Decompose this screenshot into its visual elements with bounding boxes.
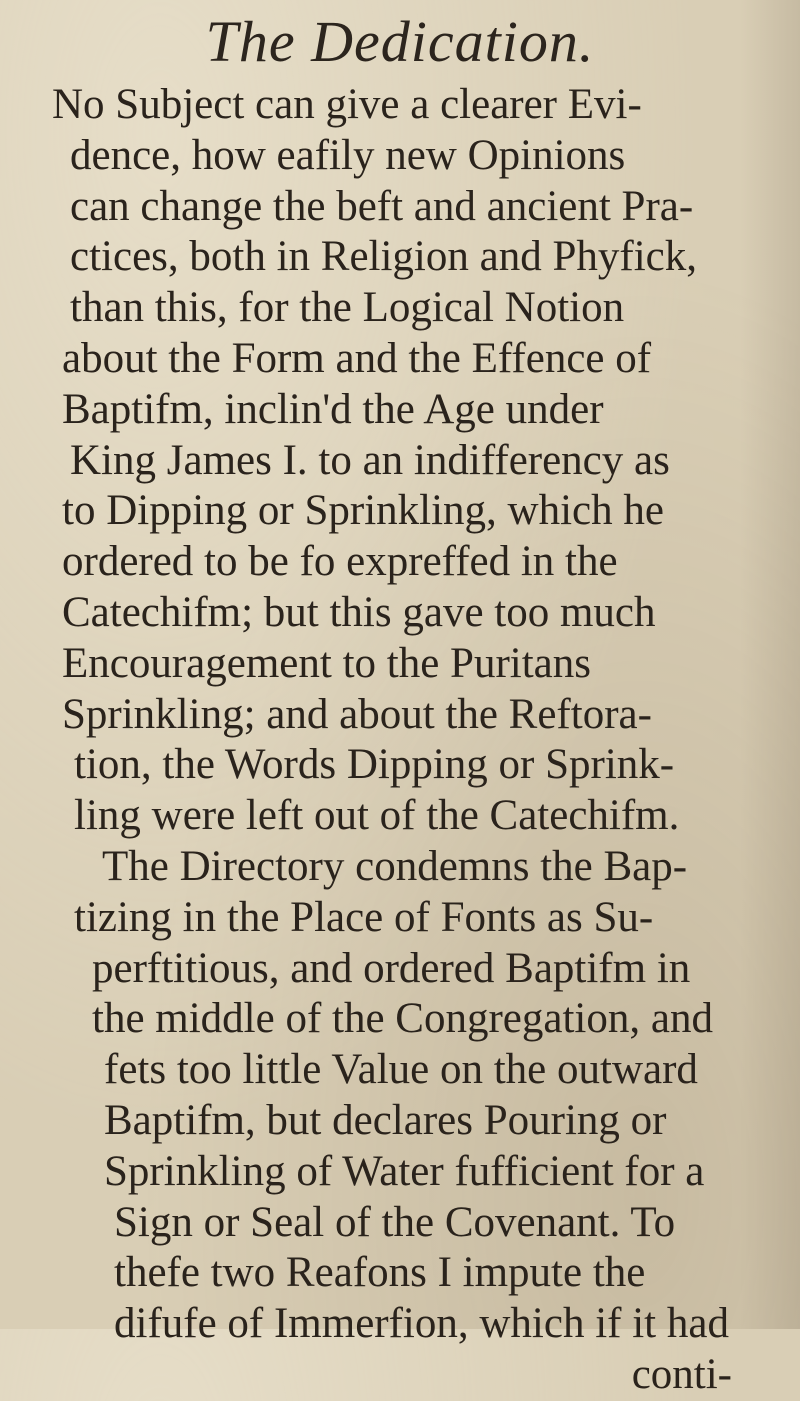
text-line: to Dipping or Sprinkling, which he (62, 487, 664, 535)
text-line: The Directory condemns the Bap- (102, 842, 688, 890)
text-line: Sign or Seal of the Covenant. To (114, 1198, 676, 1246)
text-line: King James I. to an indifferency as (70, 436, 670, 484)
text-line: than this, for the Logical Notion (70, 284, 625, 332)
text-line: the middle of the Congregation, and (92, 995, 713, 1043)
text-line: dence, how eafily new Opinions (70, 131, 626, 179)
page-edge-shadow (740, 0, 800, 1329)
text-line: Sprinkling of Water fufficient for a (104, 1147, 705, 1195)
text-line: ordered to be fo expreffed in the (62, 538, 618, 586)
text-line: Baptifm, inclin'd the Age under (62, 385, 604, 433)
text-line: Baptifm, but declares Pouring or (104, 1096, 667, 1144)
text-line: perftitious, and ordered Baptifm in (92, 944, 691, 992)
text-line: Encouragement to the Puritans (62, 639, 591, 687)
text-line: ctices, both in Religion and Phyfick, (70, 233, 697, 281)
text-line: difufe of Immerfion, which if it had (114, 1300, 729, 1348)
text-line: can change the beft and ancient Pra- (70, 182, 694, 230)
text-line: tion, the Words Dipping or Sprink- (74, 741, 675, 789)
text-line: tizing in the Place of Fonts as Su- (74, 893, 654, 941)
text-line: Catechifm; but this gave too much (62, 588, 656, 636)
text-line: ling were left out of the Catechifm. (74, 792, 680, 840)
text-line: about the Form and the Effence of (62, 334, 652, 382)
page-header: The Dedication. (205, 9, 595, 74)
text-line: No Subject can give a clearer Evi- (52, 81, 642, 128)
text-line: fets too little Value on the outward (104, 1046, 698, 1094)
catchword: conti- (631, 1350, 732, 1398)
text-line: thefe two Reafons I impute the (114, 1249, 646, 1297)
body-text (52, 80, 772, 1401)
text-line: Sprinkling; and about the Reftora- (62, 690, 652, 738)
